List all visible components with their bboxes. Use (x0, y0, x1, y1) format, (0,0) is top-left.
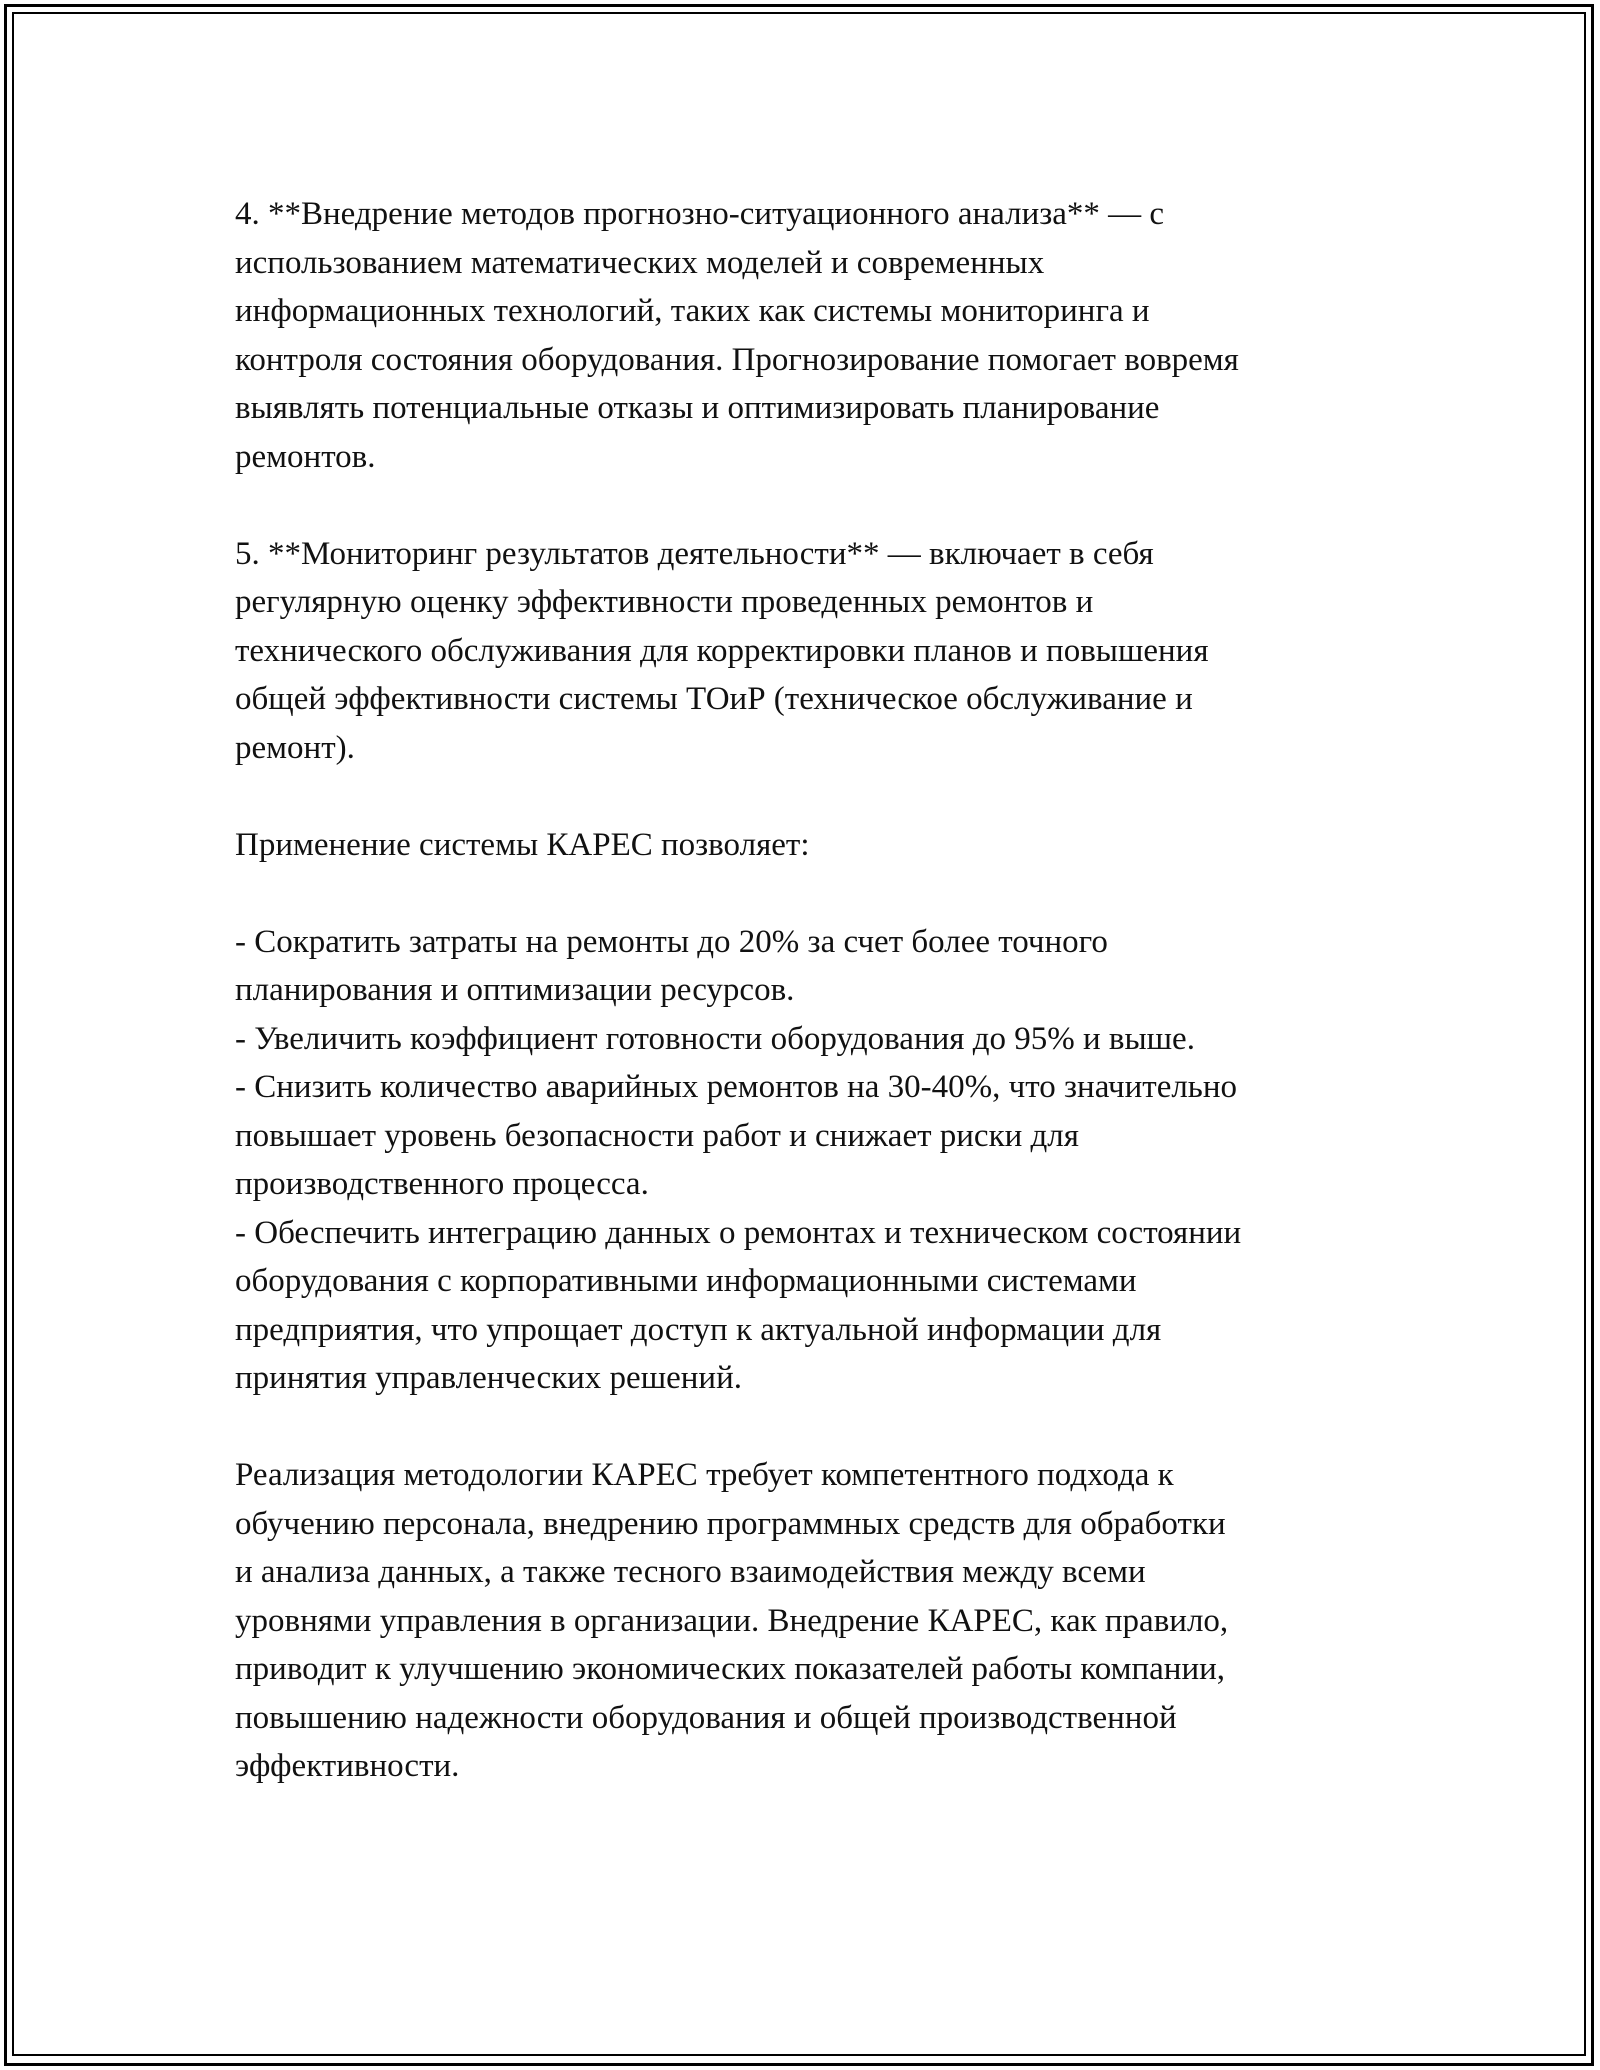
benefits-intro (235, 821, 1375, 870)
benefit-item (235, 918, 1375, 1015)
text-line: принятия управленческих решений. (235, 1360, 742, 1396)
text-line: - Сократить затраты на ремонты до 20% за счет более точного (235, 923, 1108, 960)
text-line: Реализация методологии КАРЕС требует компетентного подхода к (235, 1457, 1174, 1493)
text-line: информационных технологий, таких как системы мониторинга и (235, 293, 1150, 329)
text-line: технического обслуживания для корректировки планов и повышения (235, 632, 1209, 669)
text-line: - Обеспечить интеграцию данных о ремонтах и техническом состоянии (235, 1214, 1242, 1251)
item-4-paragraph (235, 190, 1375, 481)
benefit-item (235, 1063, 1375, 1209)
text-line: Применение системы КАРЕС позволяет: (235, 826, 810, 863)
text-line: 4. **Внедрение методов прогнозно-ситуационного анализа** — с (235, 196, 1165, 232)
benefits-list (235, 918, 1375, 1403)
text-line: повышению надежности оборудования и общей производственной (235, 1699, 1177, 1736)
text-line: уровнями управления в организации. Внедрение КАРЕС, как правило, (235, 1602, 1229, 1639)
conclusion-paragraph (235, 1451, 1375, 1791)
text-line: планирования и оптимизации ресурсов. (235, 972, 795, 1008)
text-line: - Снизить количество аварийных ремонтов на 30-40%, что значительно (235, 1069, 1238, 1105)
benefit-item (235, 1209, 1375, 1403)
text-line: выявлять потенциальные отказы и оптимизировать планирование (235, 390, 1160, 426)
text-line: 5. **Мониторинг результатов деятельности** — включает в себя (235, 535, 1154, 572)
text-line: предприятия, что упрощает доступ к актуальной информации для (235, 1311, 1162, 1348)
text-line: повышает уровень безопасности работ и снижает риски для (235, 1117, 1079, 1154)
text-line: регулярную оценку эффективности проведенных ремонтов и (235, 584, 1094, 620)
text-line: контроля состояния оборудования. Прогнозирование помогает вовремя (235, 341, 1239, 378)
benefit-item (235, 1015, 1375, 1064)
text-line: производственного процесса. (235, 1166, 649, 1202)
text-line: ремонтов. (235, 438, 376, 475)
text-line: ремонт). (235, 729, 355, 766)
text-line: оборудования с корпоративными информационными системами (235, 1263, 1137, 1299)
text-line: использованием математических моделей и современных (235, 244, 1045, 281)
text-line: и анализа данных, а также тесного взаимодействия между всеми (235, 1554, 1146, 1590)
item-5-paragraph (235, 530, 1375, 773)
text-line: - Увеличить коэффициент готовности оборудования до 95% и выше. (235, 1020, 1195, 1057)
text-line: общей эффективности системы ТОиР (техническое обслуживание и (235, 681, 1193, 717)
text-line: эффективности. (235, 1748, 460, 1784)
text-line: обучению персонала, внедрению программных средств для обработки (235, 1505, 1226, 1542)
document-body (235, 190, 1375, 1839)
text-line: приводит к улучшению экономических показателей работы компании, (235, 1651, 1226, 1687)
